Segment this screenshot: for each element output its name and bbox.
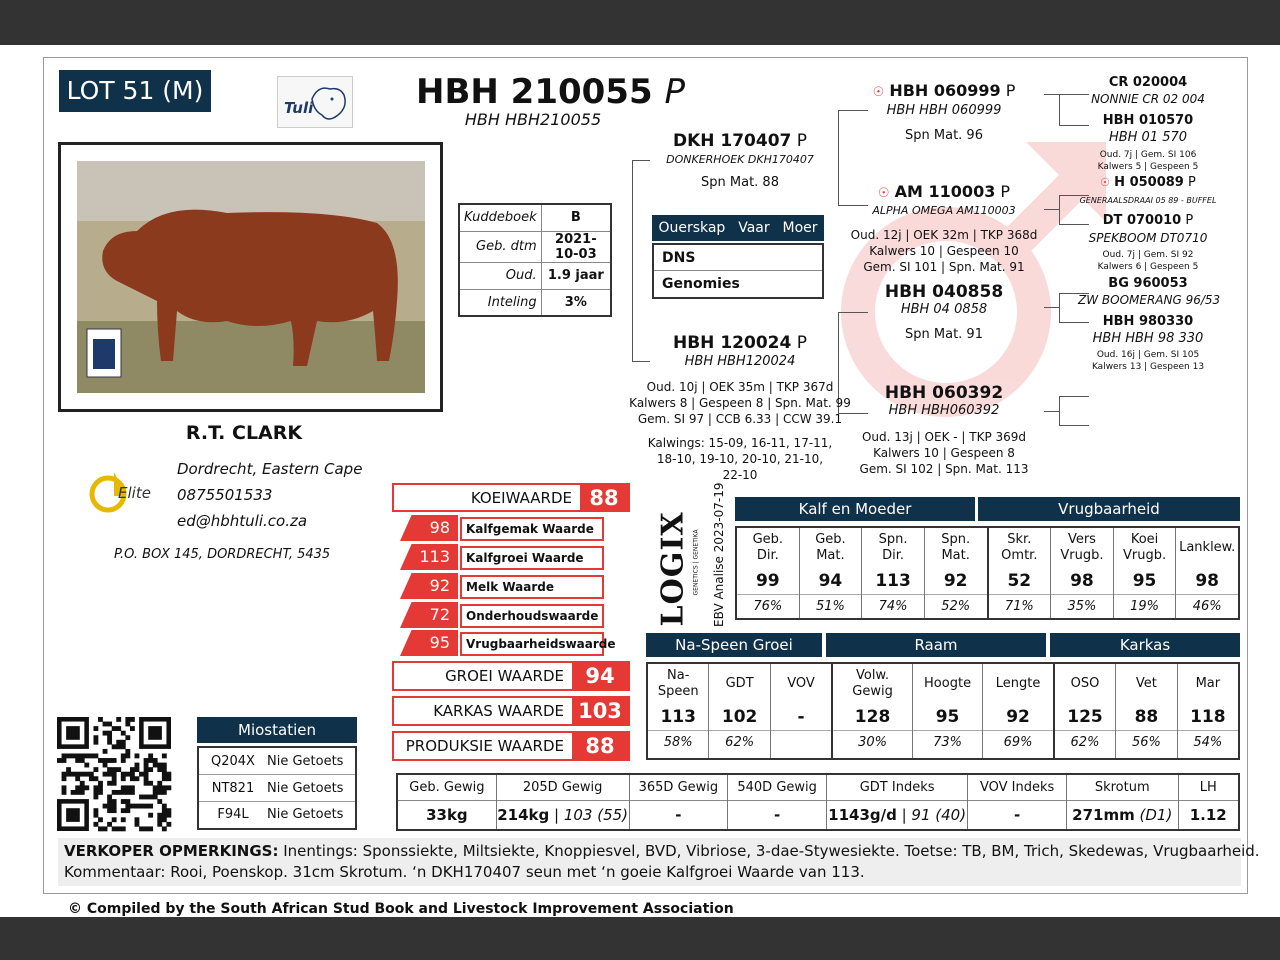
ebv-col: Geb. Mat. 94 51% xyxy=(799,528,862,618)
ebv-group-header: Vrugbaarheid xyxy=(978,497,1240,521)
award-icon: ☉ xyxy=(872,85,885,100)
ebv-col: Spn. Dir. 113 74% xyxy=(861,528,924,618)
ebv-col: Na- Speen 113 58% xyxy=(648,664,708,758)
elite-logo-text: Elite xyxy=(118,484,151,502)
miostatien-row: Q204X Nie Getoets xyxy=(199,748,355,775)
bottom-dark-bar xyxy=(0,917,1280,960)
index-value: 88 xyxy=(580,485,628,510)
photo-frame xyxy=(58,142,443,412)
herd-label: Inteling xyxy=(459,289,541,316)
animal-name: HBH HBH210055 xyxy=(464,110,602,129)
ebv-col: Lengte 92 69% xyxy=(982,664,1052,758)
dam-stats: Gem. SI 97 | CCB 6.33 | CCW 39.1 xyxy=(637,412,843,426)
animal-id: HBH 210055 xyxy=(416,72,653,112)
elite-logo xyxy=(84,466,154,522)
award-icon: ☉ xyxy=(877,186,890,201)
g3-id: HBH 980330 xyxy=(1102,314,1194,329)
g3-stats: Kalwers 6 | Gespeen 5 xyxy=(1097,262,1199,272)
ownership-row: Genomies xyxy=(662,276,740,292)
sire-name: DONKERHOEK DKH170407 xyxy=(666,153,814,166)
g3-id: DT 070010 P xyxy=(1102,213,1194,228)
dam-calvings: 22-10 xyxy=(722,468,758,482)
herd-value: 1.9 jaar xyxy=(541,262,611,289)
footer-credit: © Compiled by the South African Stud Book and Livestock Improvement Association xyxy=(68,901,734,917)
breeder-name: R.T. CLARK xyxy=(185,422,303,444)
ebv-col: Koei Vrugb. 95 19% xyxy=(1113,528,1176,618)
herd-label: Geb. dtm xyxy=(459,231,541,262)
ebv-col: GDT 102 62% xyxy=(708,664,769,758)
award-icon: ☉ xyxy=(1100,176,1111,189)
seller-remarks: VERKOPER OPMERKINGS: Inentings: Sponssiekte, Miltsiekte, Knoppiesvel, BVD, Vibriose, 3-dae-Stywesiekte. Toetse: TB, BM, Trich, Skedewas, Vrugbaarheid. Kommentaar: Rooi, Poenskop. 31cm Skrotum. ‘n DKH170407 seun met ‘n goeie Kalfgroei Waarde van 113. xyxy=(58,838,1241,886)
perf-col: 205D Gewig 214kg | 103 (55) xyxy=(496,775,629,829)
dam-stats: Oud. 10j | OEK 35m | TKP 367d xyxy=(646,380,834,394)
miostatien-row: NT821 Nie Getoets xyxy=(199,775,355,802)
ds-spn: Spn Mat. 91 xyxy=(905,327,983,342)
g3-stats: Oud. 7j | Gem. SI 92 xyxy=(1102,250,1194,260)
dd-id: HBH 060392 xyxy=(884,383,1004,403)
tuli-logo-text: Tuli xyxy=(284,99,314,117)
sub-index: 95 Vrugbaarheidswaarde xyxy=(400,630,610,656)
animal-title xyxy=(416,72,685,112)
breeder-address: P.O. BOX 145, DORDRECHT, 5435 xyxy=(114,547,331,562)
g3-id: ☉ H 050089 P xyxy=(1100,175,1196,190)
g3-stats: Oud. 7j | Gem. SI 106 xyxy=(1099,150,1197,160)
performance-table xyxy=(396,773,1240,831)
ebv-group-header: Raam xyxy=(826,633,1046,657)
qr-code-icon xyxy=(57,717,171,831)
ebv-col: OSO 125 62% xyxy=(1053,664,1115,758)
breeder-location: Dordrecht, Eastern Cape xyxy=(177,460,363,478)
index-label: KOEIWAARDE xyxy=(470,488,572,507)
sub-index: 113 Kalfgroei Waarde xyxy=(400,544,610,570)
tuli-logo xyxy=(277,76,353,128)
sub-index: 92 Melk Waarde xyxy=(400,573,610,599)
sd-id: ☉ AM 110003 P xyxy=(877,182,1011,201)
ebv-table-2 xyxy=(646,662,1240,760)
ebv-col: VOV - xyxy=(770,664,831,758)
dam-calvings: 18-10, 19-10, 20-10, 21-10, xyxy=(656,452,824,466)
ownership-table xyxy=(652,243,824,299)
ebv-col: Geb. Dir. 99 76% xyxy=(737,528,799,618)
g3-id: BG 960053 xyxy=(1108,276,1188,291)
herd-label: Oud. xyxy=(459,262,541,289)
dd-name: HBH HBH060392 xyxy=(888,403,1000,418)
herd-row xyxy=(459,204,611,231)
ownership-col: Ouerskap xyxy=(658,220,726,236)
index-label: GROEI WAARDE xyxy=(445,667,564,685)
lot-card xyxy=(43,57,1260,917)
g3-stats: Oud. 16j | Gem. SI 105 xyxy=(1096,350,1200,360)
ss-id: ☉ HBH 060999 P xyxy=(872,81,1016,100)
ownership-col: Moer xyxy=(782,220,818,236)
g3-stats: Kalwers 5 | Gespeen 5 xyxy=(1097,162,1199,172)
index-value: 103 xyxy=(572,698,628,724)
perf-col: VOV Indeks - xyxy=(967,775,1066,829)
sd-stats: Kalwers 10 | Gespeen 10 xyxy=(869,244,1019,258)
dd-stats: Gem. SI 102 | Spn. Mat. 113 xyxy=(859,462,1029,476)
perf-col: GDT Indeks 1143g/d | 91 (40) xyxy=(826,775,967,829)
miostatien-row: F94L Nie Getoets xyxy=(217,807,344,822)
dd-stats: Oud. 13j | OEK - | TKP 369d xyxy=(861,430,1027,444)
ebv-col: Mar 118 54% xyxy=(1177,664,1238,758)
ebv-col: Hoogte 95 73% xyxy=(912,664,982,758)
sire-spn: Spn Mat. 88 xyxy=(701,175,779,190)
produksie-waarde-box xyxy=(392,731,630,761)
ebv-col: Skr. Omtr. 52 71% xyxy=(987,528,1051,618)
herd-info-table xyxy=(458,203,612,317)
groei-waarde-box xyxy=(392,661,630,691)
herd-value: B xyxy=(541,204,611,231)
dam-id: HBH 120024 P xyxy=(673,333,807,353)
miostatien-table xyxy=(197,746,357,830)
top-dark-bar xyxy=(0,0,1280,45)
g3-name: GENERAALSDRAAI 05 89 - BUFFEL xyxy=(1079,196,1217,205)
dam-name: HBH HBH120024 xyxy=(684,354,796,369)
ss-name: HBH HBH 060999 xyxy=(886,103,1002,118)
karkas-waarde-box xyxy=(392,696,630,726)
herd-value: 3% xyxy=(541,289,611,316)
ss-spn: Spn Mat. 96 xyxy=(905,128,983,143)
sd-name: ALPHA OMEGA AM110003 xyxy=(872,204,1016,217)
ebv-col: Lanklew. 98 46% xyxy=(1175,528,1238,618)
index-value: 94 xyxy=(572,663,628,689)
perf-col: 365D Gewig - xyxy=(629,775,728,829)
ebv-col: Vet 88 56% xyxy=(1115,664,1176,758)
logix-text: LOGIX xyxy=(655,511,691,627)
g3-name: HBH HBH 98 330 xyxy=(1092,331,1204,346)
dam-stats: Kalwers 8 | Gespeen 8 | Spn. Mat. 99 xyxy=(629,396,851,410)
herd-row xyxy=(459,231,611,262)
herd-row xyxy=(459,262,611,289)
herd-label: Kuddeboek xyxy=(459,204,541,231)
g3-name: NONNIE CR 02 004 xyxy=(1091,92,1205,106)
ebv-group-header: Karkas xyxy=(1050,633,1240,657)
logix-logo xyxy=(655,494,700,628)
g3-stats: Kalwers 13 | Gespeen 13 xyxy=(1091,362,1205,372)
ds-id: HBH 040858 xyxy=(884,282,1004,302)
sub-index: 98 Kalfgemak Waarde xyxy=(400,515,610,541)
breeder-phone: 0875501533 xyxy=(177,486,273,504)
sire-id: DKH 170407 P xyxy=(672,131,808,151)
sd-stats: Oud. 12j | OEK 32m | TKP 368d xyxy=(850,228,1038,242)
breeder-email: ed@hbhtuli.co.za xyxy=(177,512,308,530)
perf-col: LH 1.12 xyxy=(1178,775,1239,829)
g3-name: ZW BOOMERANG 96/53 xyxy=(1078,293,1221,307)
index-label: KARKAS WAARDE xyxy=(433,702,564,720)
bull-photo xyxy=(77,161,425,393)
ebv-group-header: Na-Speen Groei xyxy=(646,633,822,657)
ownership-col: Vaar xyxy=(738,220,770,236)
ebv-col: Spn. Mat. 92 52% xyxy=(924,528,987,618)
herd-value: 2021-10-03 xyxy=(541,231,611,262)
perf-col: Geb. Gewig 33kg xyxy=(398,775,496,829)
herd-row xyxy=(459,289,611,316)
koeiwaarde-box xyxy=(392,483,630,512)
ebv-date: EBV Analise 2023-07-19 xyxy=(712,482,726,627)
ebv-col: Volw. Gewig 128 30% xyxy=(831,664,912,758)
ownership-header xyxy=(652,215,824,241)
animal-suffix: P xyxy=(664,72,685,112)
ownership-row: DNS xyxy=(654,245,822,271)
dd-stats: Kalwers 10 | Gespeen 8 xyxy=(873,446,1015,460)
ds-name: HBH 04 0858 xyxy=(900,302,988,317)
miostatien-header: Miostatien xyxy=(197,717,357,743)
index-value: 88 xyxy=(572,733,628,759)
g3-id: HBH 010570 xyxy=(1102,113,1194,128)
ebv-col: Vers Vrugb. 98 35% xyxy=(1050,528,1113,618)
perf-col: Skrotum 271mm (D1) xyxy=(1066,775,1178,829)
logix-sub: GENETICS | GENETIKA xyxy=(692,529,700,596)
sd-stats: Gem. SI 101 | Spn. Mat. 91 xyxy=(863,260,1025,274)
perf-col: 540D Gewig - xyxy=(727,775,826,829)
dam-calvings: Kalwings: 15-09, 16-11, 17-11, xyxy=(647,436,833,450)
sub-index: 72 Onderhoudswaarde xyxy=(400,602,610,628)
ebv-group-header: Kalf en Moeder xyxy=(735,497,975,521)
index-label: PRODUKSIE WAARDE xyxy=(405,737,564,755)
ebv-table-1 xyxy=(735,526,1240,620)
g3-id: CR 020004 xyxy=(1108,75,1188,90)
g3-name: SPEKBOOM DT0710 xyxy=(1088,231,1208,245)
lot-badge: LOT 51 (M) xyxy=(59,70,211,112)
g3-name: HBH 01 570 xyxy=(1108,130,1188,145)
